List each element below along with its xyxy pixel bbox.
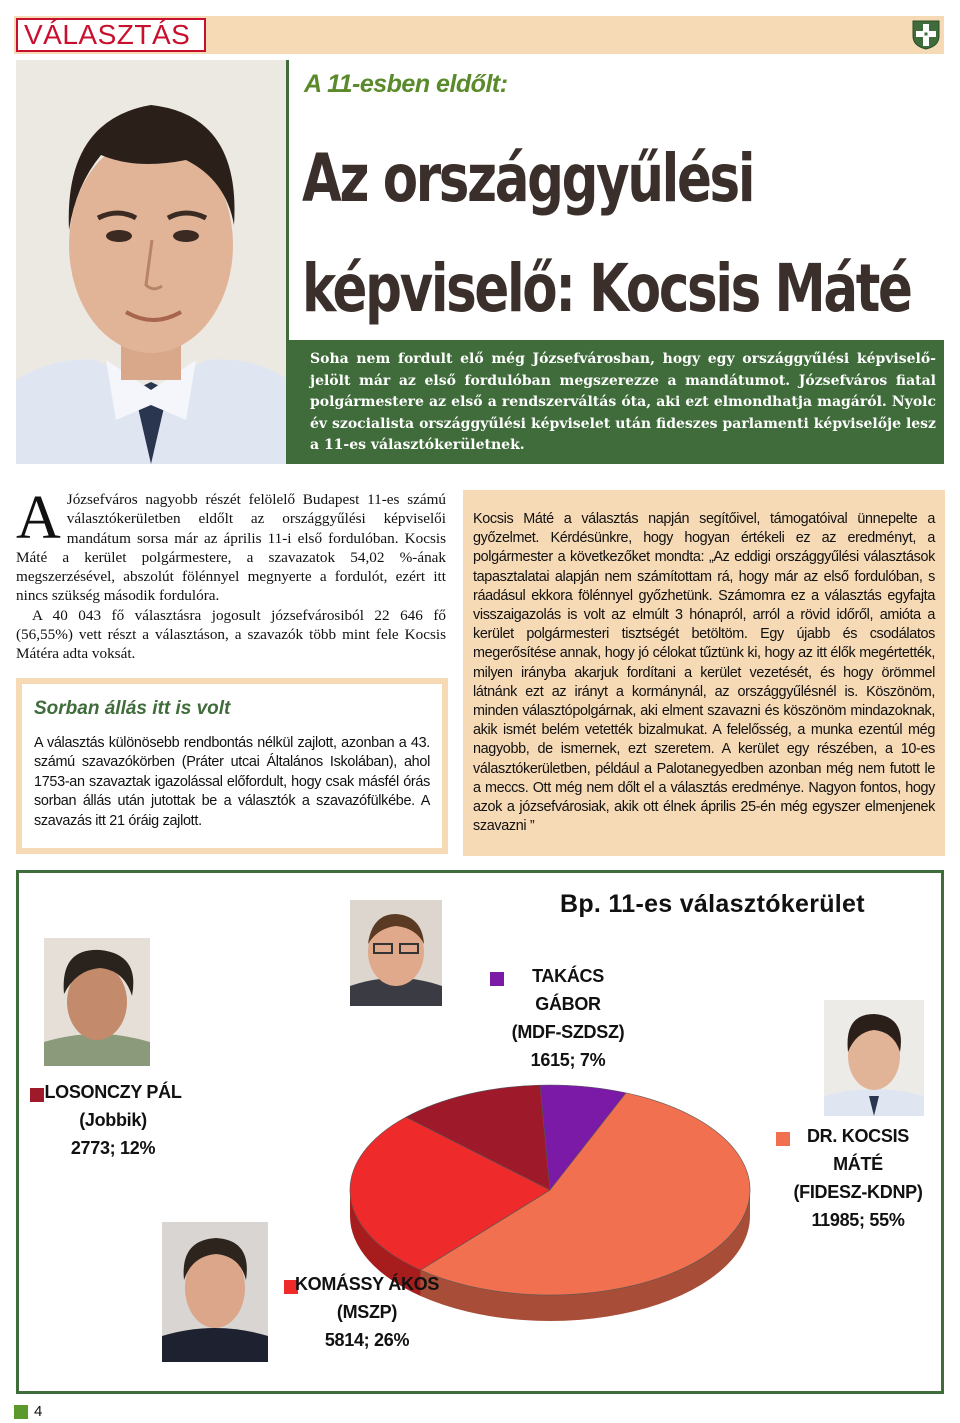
- kocsis-party: (FIDESZ-KDNP): [793, 1182, 923, 1202]
- komassy-party: (MSZP): [336, 1302, 398, 1322]
- kocsis-surname-line: MÁTÉ: [833, 1154, 883, 1174]
- section-label: VÁLASZTÁS: [16, 18, 206, 52]
- takacs-name: TAKÁCS GÁBOR: [532, 966, 604, 1014]
- takacs-result: 1615; 7%: [530, 1050, 606, 1070]
- kocsis-result: 11985; 55%: [811, 1210, 905, 1230]
- dropcap: A: [16, 484, 61, 552]
- komassy-result: 5814; 26%: [324, 1330, 410, 1350]
- kocsis-photo: [824, 1000, 924, 1116]
- page-marker: [14, 1405, 28, 1419]
- kicker: A 11-esben eldőlt:: [304, 70, 508, 98]
- lead-paragraph: Soha nem fordult elő még Józsefvárosban, hogy egy országgyűlési képviselő-jelölt már az első fordulóban megszerezze a mandátumot. Józsefváros fiatal polgármestere az első a rendszerváltás óta, aki ezt elmondhatja magáról. Nyolc év szocialista országgyűlési képviselet után fideszes parlamenti képviselője lesz a 11-es választókerületnek.: [286, 340, 944, 464]
- komassy-name: KOMÁSSY ÁKOS: [294, 1274, 440, 1294]
- sidebar-box: [16, 678, 448, 854]
- komassy-photo: [162, 1222, 268, 1362]
- kocsis-name: DR. KOCSIS: [806, 1126, 909, 1146]
- sidebar-title: Sorban állás itt is volt: [34, 698, 231, 719]
- losonczy-result: 2773; 12%: [70, 1138, 156, 1158]
- komassy-label: [292, 1270, 442, 1354]
- takacs-photo: [350, 900, 442, 1006]
- kocsis-label: [778, 1122, 938, 1234]
- losonczy-name: LOSONCZY PÁL: [44, 1082, 182, 1102]
- body-paragraph-1: Józsefváros nagyobb részét felölelő Budapest 11-es számú választókerületben eldőlt az országgyűlési képviselői mandátum sorsa már az április 11-i első fordulóban. Kocsis Máté a kerület polgármestere, a szavazatok 54,02 %-ának megszerzésével, abszolút fölénnyel megnyerte a fordulót, ezért itt nincs szükség második fordulóra.: [16, 491, 446, 605]
- sidebar-inner: [22, 684, 442, 848]
- portrait-photo: [16, 60, 289, 464]
- district-crest-icon: [912, 20, 940, 50]
- quote-box: Kocsis Máté a választás napján segítőivel, támogatóival ünnepelte a győzelmet. Kérdésünkre, hogy hogyan értékeli ez az eredményt, a polgármester a következőket mondta: „Az eddigi országgyűlési választások tapasztalatai alapján nem számítottam rá, hogy már az első fordulóban, s ráadásul ekkora fölénnyel győzhetünk. Számomra ez a választás egyfajta visszaigazolás is volt az elmúlt 3 hónapról, arról a rövid időről, amióta a kerület polgármesteri tisztségét betöltöm. Egy újabb és csodálatos megerősítése annak, hogy jó célokat tűztünk ki, hogy az itt élők megértették, milyen irányba akarjuk fordítani a kerület vezetését, és hogy örömmel látnánk ezt az irányt a kormánynál, az országgyűlésnél is. Köszönöm, minden választópolgárnak, aki elment szavazni és köszönöm mindazoknak, akik ismét belém vetették bizalmukat. A felelősség, a munka ezentúl még nagyobb, de ismernek, ezt szeretem. A kerület egy részében, a 10-es választókerületben, például a Palotanegyedben azonban még nem futott le a meccs. Ott még nem dőlt el a választás eredménye. Nagyon fontos, hogy azok a józsefvárosiak, akik ott élnek április 25-én még egyszer elmenjenek szavazni ”: [463, 490, 945, 856]
- losonczy-label: [38, 1078, 188, 1162]
- takacs-label: [498, 962, 638, 1074]
- losonczy-photo: [44, 938, 150, 1066]
- headline-line-2: képviselő: Kocsis Máté: [302, 250, 911, 327]
- headline-line-1: Az országgyűlési: [302, 140, 754, 217]
- losonczy-party: (Jobbik): [79, 1110, 147, 1130]
- chart-title: Bp. 11-es választókerület: [560, 890, 865, 918]
- takacs-party: (MDF-SZDSZ): [511, 1022, 625, 1042]
- body-paragraph-2: A 40 043 fő választásra jogosult józsefvárosiból 22 646 fő (56,55%) vett részt a választáson, a szavazók több mint fele Kocsis Mátéra adta voksát.: [16, 606, 446, 663]
- sidebar-text: A választás különösebb rendbontás nélkül zajlott, azonban a 43. számú szavazókörben (Práter utcai Általános Iskolában), ahol 1753-an szavaztak igazolással előfordult, hogy csak másfél órás sorban állás után jutottak be a választók a szavazófülkébe. A szavazás itt 21 óráig zajlott.: [34, 735, 430, 829]
- headline: [302, 124, 911, 344]
- page-number: 4: [34, 1403, 43, 1420]
- article-body: [16, 484, 446, 664]
